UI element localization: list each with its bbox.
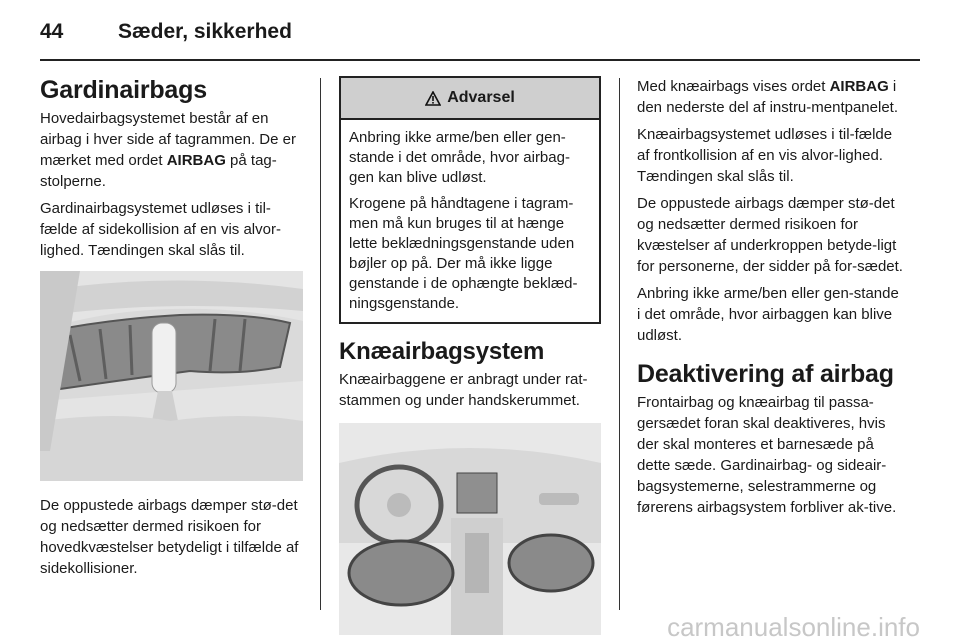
- paragraph: De oppustede airbags dæmper stø-det og nedsætter dermed risikoen for kvæstelser af underkroppen betyde-ligt for personerne, der sidder på for-sædet.: [637, 195, 903, 275]
- paragraph: Anbring ikke arme/ben eller gen-stande i det område, hvor airbaggen kan blive udløst.: [637, 285, 899, 344]
- warning-triangle-icon: [425, 91, 441, 106]
- column-divider: [320, 78, 321, 610]
- warning-title: Advarsel: [447, 89, 515, 106]
- warning-paragraph: Anbring ikke arme/ben eller gen-stande i det område, hvor airbag-gen kan blive udløst.: [349, 129, 570, 186]
- knee-airbag-illustration: [339, 423, 601, 635]
- warning-paragraph: Krogene på håndtagene i tagram-men må kun bruges til at hænge lette beklædningsgenstande uden bøjler op på. Der må ikke ligge genstande i de ophængte beklæd-ningsgenstande.: [349, 195, 578, 312]
- heading-gardinairbags: Gardinairbags: [40, 76, 207, 104]
- column-left: [40, 76, 306, 585]
- paragraph: Frontairbag og knæairbag til passa-gersædet foran skal deaktiveres, hvis der skal monteres et barnesæde på dette sæde. Gardinairbag- og sideair-bagsystemerne, selestrammerne og førerens airbagsystem forbliver ak-tive.: [637, 394, 897, 516]
- paragraph: Knæairbaggene er anbragt under rat-stammen og under handskerummet.: [339, 371, 588, 409]
- heading-deaktivering: Deaktivering af airbag: [637, 360, 894, 388]
- header-rule: [40, 59, 920, 61]
- paragraph: De oppustede airbags dæmper stø-det og nedsætter dermed risikoen for hovedkvæstelser betydeligt i tilfælde af sidekollisioner.: [40, 497, 299, 577]
- warning-box: [339, 76, 601, 324]
- paragraph: Gardinairbagsystemet udløses i til-fælde af sidekollision af en vis alvor-lighed. Tændingen skal slås til.: [40, 200, 281, 259]
- column-right: [637, 76, 905, 524]
- section-title: Sæder, sikkerhed: [118, 20, 292, 43]
- warning-title-bar: [341, 78, 599, 120]
- watermark: carmanualsonline.info: [667, 612, 920, 642]
- column-divider: [619, 78, 620, 610]
- page-number: 44: [40, 20, 64, 43]
- paragraph: Knæairbagsystemet udløses i til-fælde af frontkollision af en vis alvor-lighed. Tændingen skal slås til.: [637, 126, 893, 185]
- curtain-airbag-illustration: [40, 271, 303, 481]
- page-header: [40, 14, 920, 54]
- heading-knaeairbagsystem: Knæairbagsystem: [339, 338, 545, 365]
- paragraph: Hovedairbagsystemet består af en airbag i hver side af tagrammen. De er mærket med ordet AIRBAG på tag-stolperne.: [40, 110, 296, 190]
- column-middle: [339, 76, 601, 635]
- paragraph: Med knæairbags vises ordet AIRBAG i den nederste del af instru-mentpanelet.: [637, 78, 898, 116]
